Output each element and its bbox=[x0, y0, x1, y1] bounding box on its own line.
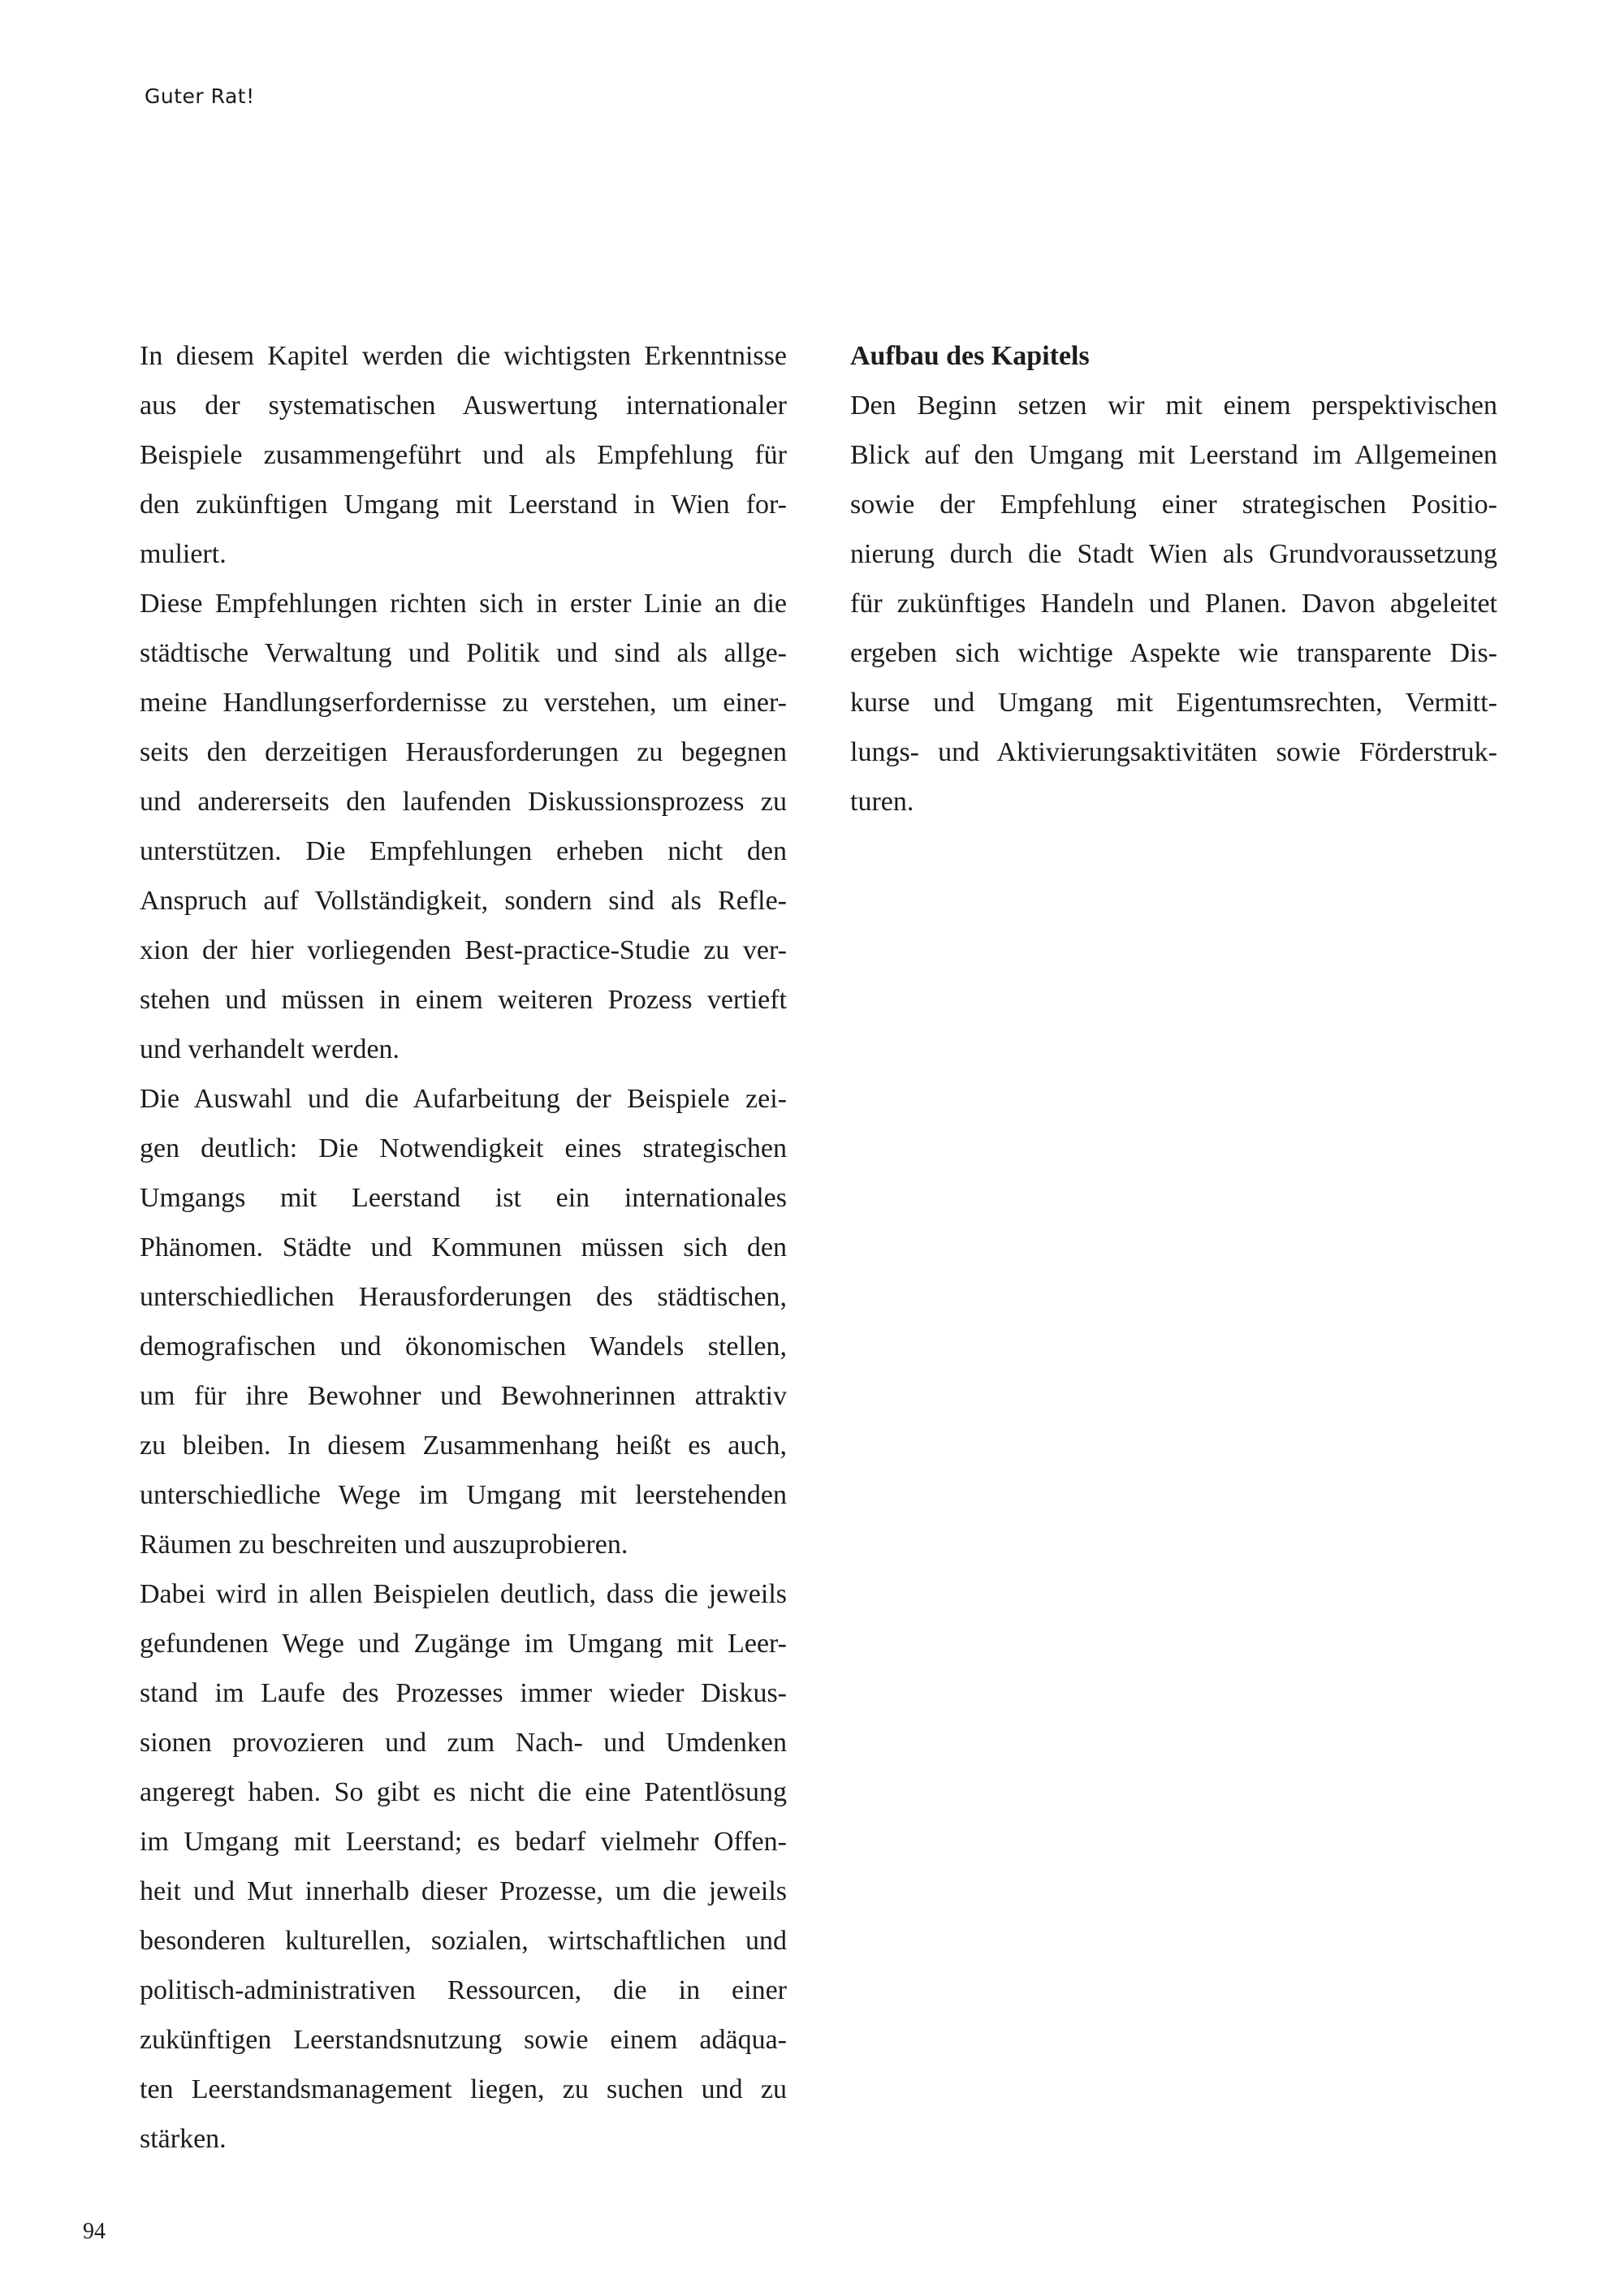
text-line: sowie der Empfehlung einer strategischen Positio- bbox=[850, 490, 1497, 520]
text-line: unterstützen. Die Empfehlungen erheben nicht den bbox=[140, 836, 787, 866]
text-line: zukünftigen Leerstandsnutzung sowie einem adäqua- bbox=[140, 2025, 787, 2055]
text-line: unterschiedliche Wege im Umgang mit leerstehenden bbox=[140, 1480, 787, 1510]
text-line: im Umgang mit Leerstand; es bedarf vielmehr Offen- bbox=[140, 1827, 787, 1857]
text-line: und andererseits den laufenden Diskussionsprozess zu bbox=[140, 787, 787, 817]
paragraph-processes bbox=[140, 1569, 787, 2164]
text-line: politisch-administrativen Ressourcen, die in einer bbox=[140, 1975, 787, 2005]
text-line: stehen und müssen in einem weiteren Prozess vertieft bbox=[140, 985, 787, 1015]
running-title: Guter Rat! bbox=[145, 84, 255, 108]
text-line: städtische Verwaltung und Politik und sind als allge- bbox=[140, 638, 787, 668]
text-line: aus der systematischen Auswertung internationaler bbox=[140, 391, 787, 421]
text-line: Blick auf den Umgang mit Leerstand im Allgemeinen bbox=[850, 440, 1497, 470]
text-line: sionen provozieren und zum Nach- und Umdenken bbox=[140, 1728, 787, 1758]
text-line: demografischen und ökonomischen Wandels stellen, bbox=[140, 1331, 787, 1362]
text-line: Dabei wird in allen Beispielen deutlich, dass die jeweils bbox=[140, 1579, 787, 1609]
text-line: Umgangs mit Leerstand ist ein internationales bbox=[140, 1183, 787, 1213]
text-line: Phänomen. Städte und Kommunen müssen sich den bbox=[140, 1232, 787, 1262]
text-line: stand im Laufe des Prozesses immer wieder Diskus- bbox=[140, 1678, 787, 1708]
text-line: turen. bbox=[850, 787, 914, 817]
text-line: In diesem Kapitel werden die wichtigsten Erkenntnisse bbox=[140, 341, 787, 371]
text-line: nierung durch die Stadt Wien als Grundvoraussetzung bbox=[850, 539, 1497, 569]
text-line: meine Handlungserfordernisse zu verstehen, um einer- bbox=[140, 688, 787, 718]
chapter-structure-box bbox=[850, 331, 1497, 826]
text-line: kurse und Umgang mit Eigentumsrechten, Vermitt- bbox=[850, 688, 1497, 718]
text-line: zu bleiben. In diesem Zusammenhang heißt es auch, bbox=[140, 1431, 787, 1461]
text-line: gefundenen Wege und Zugänge im Umgang mit Leer- bbox=[140, 1629, 787, 1659]
text-line: heit und Mut innerhalb dieser Prozesse, um die jeweils bbox=[140, 1876, 787, 1906]
text-line: und verhandelt werden. bbox=[140, 1034, 400, 1064]
page-number: 94 bbox=[83, 2219, 106, 2244]
text-line: Diese Empfehlungen richten sich in erster Linie an die bbox=[140, 589, 787, 619]
text-line: Die Auswahl und die Aufarbeitung der Beispiele zei- bbox=[140, 1084, 787, 1114]
text-line: den zukünftigen Umgang mit Leerstand in Wien for- bbox=[140, 490, 787, 520]
paragraph-intro bbox=[140, 331, 787, 579]
paragraph-examples bbox=[140, 1074, 787, 1569]
text-line: ergeben sich wichtige Aspekte wie transparente Dis- bbox=[850, 638, 1497, 668]
text-line: Den Beginn setzen wir mit einem perspektivischen bbox=[850, 391, 1497, 421]
section-heading: Aufbau des Kapitels bbox=[850, 341, 1090, 371]
text-line: besonderen kulturellen, sozialen, wirtschaftlichen und bbox=[140, 1926, 787, 1956]
text-line: xion der hier vorliegenden Best-practice-Studie zu ver- bbox=[140, 935, 787, 965]
text-line: unterschiedlichen Herausforderungen des städtischen, bbox=[140, 1282, 787, 1312]
text-line: muliert. bbox=[140, 539, 227, 569]
paragraph-recommendations bbox=[140, 579, 787, 1074]
text-line: gen deutlich: Die Notwendigkeit eines strategischen bbox=[140, 1133, 787, 1163]
text-line: lungs- und Aktivierungsaktivitäten sowie Förderstruk- bbox=[850, 737, 1497, 767]
text-line: Anspruch auf Vollständigkeit, sondern sind als Refle- bbox=[140, 886, 787, 916]
text-line: ten Leerstandsmanagement liegen, zu suchen und zu bbox=[140, 2074, 787, 2104]
text-line: um für ihre Bewohner und Bewohnerinnen attraktiv bbox=[140, 1381, 787, 1411]
text-line: angeregt haben. So gibt es nicht die eine Patentlösung bbox=[140, 1777, 787, 1807]
text-line: stärken. bbox=[140, 2124, 227, 2154]
text-line: seits den derzeitigen Herausforderungen zu begegnen bbox=[140, 737, 787, 767]
text-line: für zukünftiges Handeln und Planen. Davon abgeleitet bbox=[850, 589, 1497, 619]
main-body-text bbox=[140, 331, 787, 2164]
text-line: Räumen zu beschreiten und auszuprobieren. bbox=[140, 1530, 628, 1560]
text-line: Beispiele zusammengeführt und als Empfehlung für bbox=[140, 440, 787, 470]
